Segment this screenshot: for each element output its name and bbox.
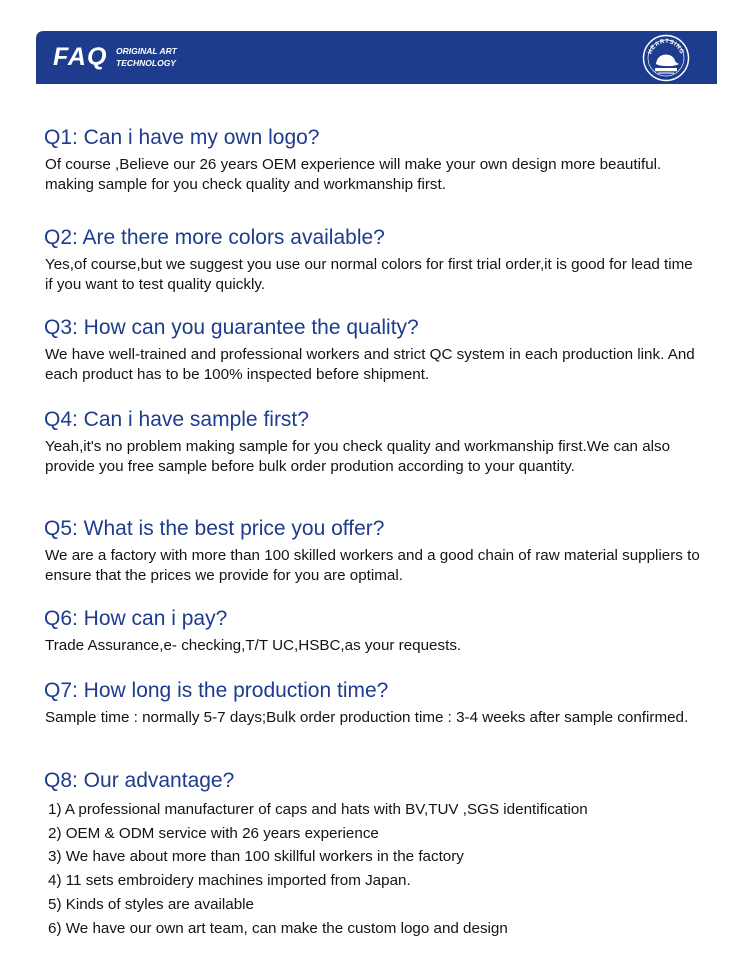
faq-question-4: Q4: Can i have sample first? [44,408,309,431]
faq-question-1: Q1: Can i have my own logo? [44,126,320,149]
faq-question-7: Q7: How long is the production time? [44,679,389,702]
faq-answer-1: Of course ,Believe our 26 years OEM experience will make your own design more beautiful. making sample for you check quality and workmanship first. [45,156,662,193]
banner-title: FAQ [53,43,108,71]
faq-item-8 [45,767,700,940]
advantage-item-3: 3) We have about more than 100 skillful workers in the factory [48,848,464,866]
faq-item-6 [45,605,700,677]
faq-item-5 [45,515,700,605]
logo-text [648,39,685,55]
advantage-item-2: 2) OEM & ODM service with 26 years experience [48,824,379,842]
advantage-list [45,798,700,940]
faq-item-3 [45,314,700,406]
faq-item-2 [45,224,700,314]
faq-answer-2: Yes,of course,but we suggest you use our normal colors for first trial order,it is good for lead time if you want to test quality quickly. [45,256,693,293]
faq-answer-7: Sample time : normally 5-7 days;Bulk order production time : 3-4 weeks after sample confirmed. [45,709,689,726]
banner-subtitle-line1: ORIGINAL ART [116,46,177,56]
faq-question-2: Q2: Are there more colors available? [44,226,385,249]
banner-subtitle [116,45,177,69]
banner-subtitle-line2: TECHNOLOGY [116,58,176,68]
faq-item-4 [45,406,700,515]
faq-answer-4: Yeah,it's no problem making sample for you check quality and workmanship first.We can also provide you free sample before bulk order prodution according to your quantity. [45,438,671,475]
faq-answer-3: We have well-trained and professional workers and strict QC system in each production link. And each product has to be 100% inspected before shipment. [45,346,695,383]
faq-answer-5: We are a factory with more than 100 skilled workers and a good chain of raw material suppliers to ensure that the prices we provide for you are optimal. [45,547,700,584]
cap-badge-icon [642,34,690,82]
faq-item-7 [45,677,700,767]
advantage-item-4: 4) 11 sets embroidery machines imported from Japan. [48,872,411,890]
advantage-item-5: 5) Kinds of styles are available [48,895,254,913]
advantage-item-1: 1) A professional manufacturer of caps and hats with BV,TUV ,SGS identification [48,801,588,818]
faq-question-8: Q8: Our advantage? [44,769,235,792]
faq-question-6: Q6: How can i pay? [44,607,228,630]
advantage-item-6: 6) We have our own art team, can make the custom logo and design [48,919,508,937]
faq-answer-6: Trade Assurance,e- checking,T/T UC,HSBC,as your requests. [45,637,462,654]
faq-item-1 [45,124,700,224]
faq-section [45,124,700,940]
logo-text-path: HEARTSING [647,38,685,56]
faq-question-5: Q5: What is the best price you offer? [44,517,385,540]
faq-question-3: Q3: How can you guarantee the quality? [44,316,419,339]
faq-header-banner [36,31,717,84]
